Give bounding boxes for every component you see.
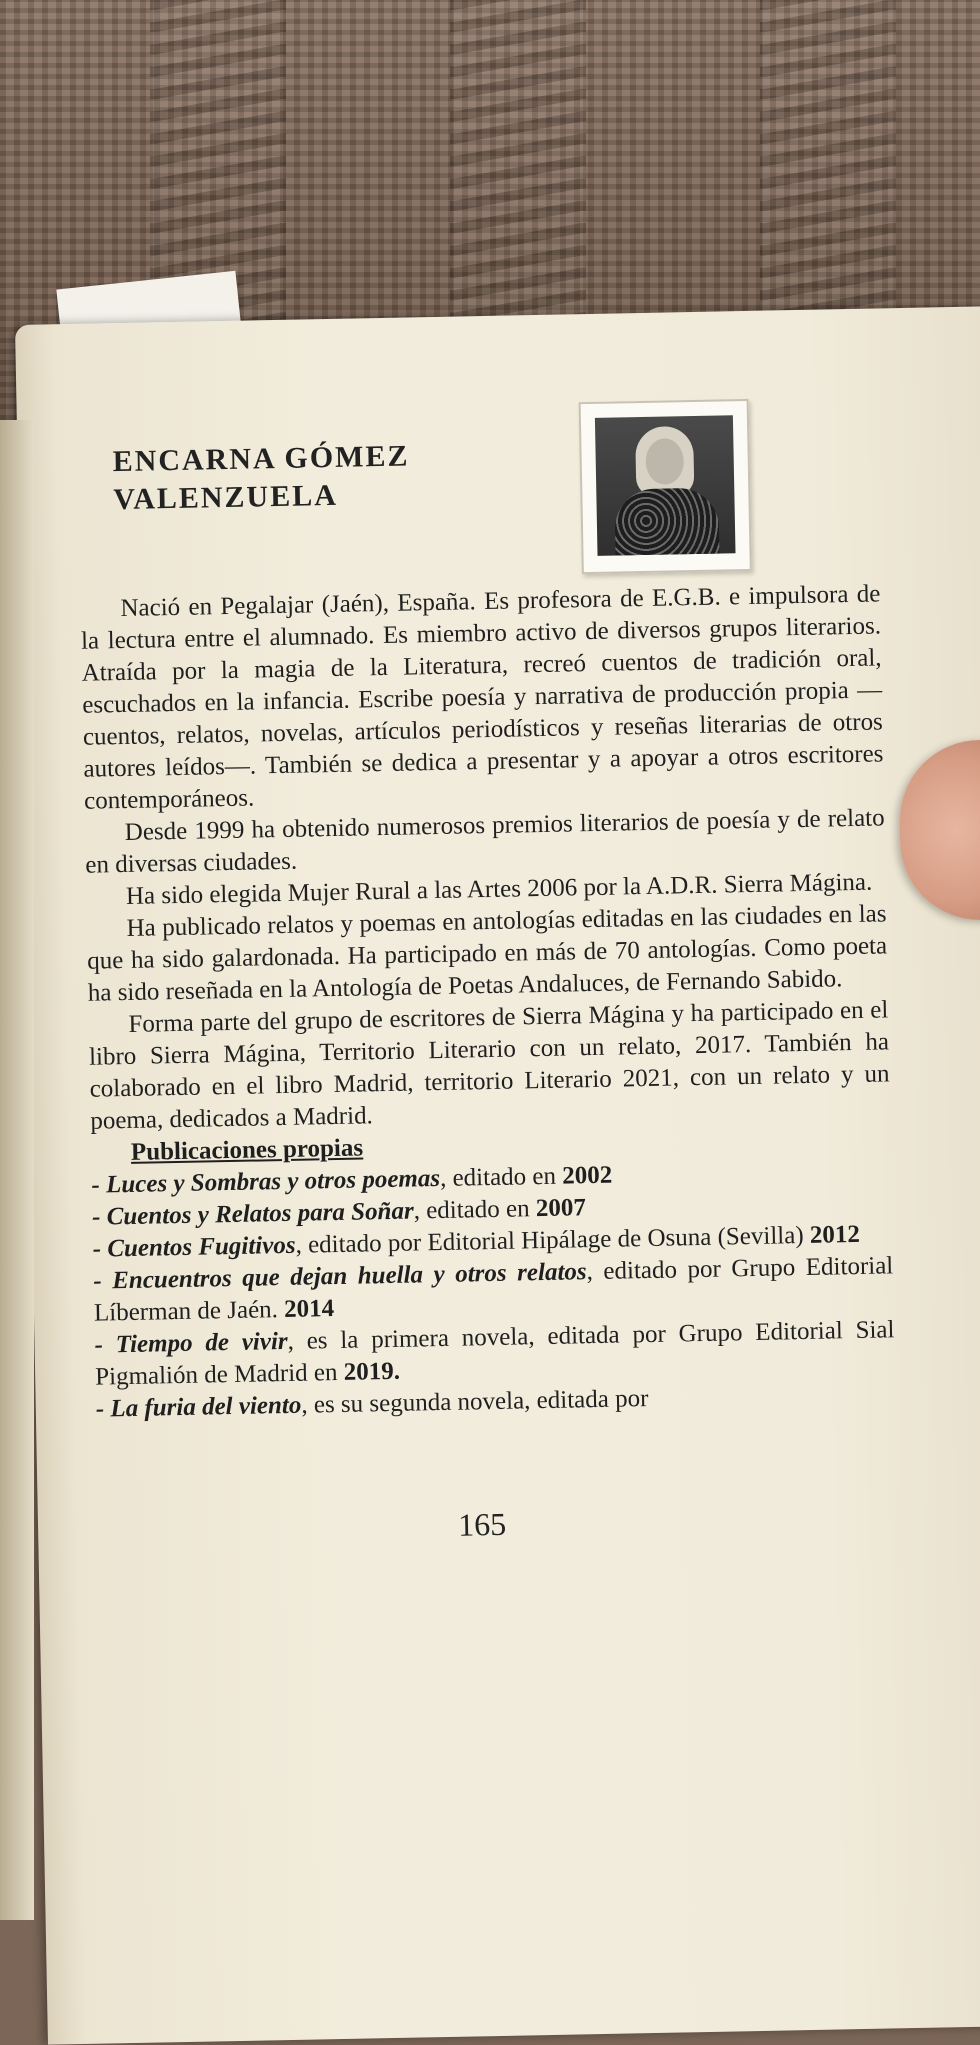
publication-year: 2007 — [535, 1194, 587, 1223]
publication-item: - Encuentros que dejan huella y otros relatos, editado por Grupo Editorial Líberman de Jaén. 2014 — [93, 1252, 894, 1327]
publication-title: Luces y Sombras y otros poemas — [105, 1164, 441, 1199]
publication-item: - Tiempo de vivir, es la primera novela, editada por Grupo Editorial Sial Pigmalión de Madrid en 2019. — [94, 1316, 895, 1391]
publications-title: Publicaciones propias — [130, 1134, 364, 1166]
book-page — [15, 306, 980, 2045]
publication-title: La furia del viento — [110, 1391, 302, 1423]
sweater-cable — [760, 0, 896, 330]
publication-year: 2002 — [561, 1161, 613, 1190]
publication-item: - La furia del viento, es su segunda novela, editada por — [95, 1385, 649, 1423]
author-heading — [112, 435, 553, 519]
publication-title: Cuentos y Relatos para Soñar — [106, 1197, 414, 1231]
publication-year: 2014 — [283, 1295, 335, 1324]
author-photo — [579, 399, 752, 574]
page-body — [80, 578, 896, 1425]
sweater-cable — [450, 0, 586, 330]
publication-year: 2012 — [809, 1220, 861, 1249]
publication-title: Encuentros que dejan huella y otros relatos — [111, 1258, 587, 1295]
left-page-edge — [0, 420, 34, 1920]
bio-paragraph: Nació en Pegalajar (Jaén), España. Es profesora de E.G.B. e impulsora de la lectura entre el alumnado. Es miembro activo de diversos grupos literarios. Atraída por la magia de la Literatura, recreó cuentos de tradición oral, escuchados en la infancia. Escribe poesía y narrativa de producción propia —cuentos, relatos, novelas, artículos periodísticos y reseñas literarias de otros autores leídos—. También se dedica a presentar y a apoyar a otros escritores contemporáneos. — [80, 580, 884, 815]
portrait-image — [595, 415, 736, 556]
bio-paragraph: Desde 1999 ha obtenido numerosos premios literarios de poesía y de relato en diversas ciudades. — [85, 804, 885, 879]
publication-title: Cuentos Fugitivos — [107, 1231, 296, 1263]
author-name-line1: ENCARNA GÓMEZ — [112, 439, 410, 479]
publication-item: - Cuentos y Relatos para Soñar, editado en 2007 — [91, 1194, 587, 1231]
author-name-line2: VALENZUELA — [113, 478, 339, 517]
publication-year: 2019. — [343, 1357, 401, 1386]
bio-paragraph: Ha sido elegida Mujer Rural a las Artes 2006 por la A.D.R. Sierra Mágina. — [125, 868, 873, 910]
bio-paragraph: Ha publicado relatos y poemas en antologías editadas en las ciudades en las que ha sido galardonada. Ha participado en más de 70 antologías. Como poeta ha sido reseñada en la Antología de Poetas Andaluces, de Fernando Sabido. — [86, 900, 888, 1007]
publication-item: - Luces y Sombras y otros poemas, editado en 2002 — [91, 1161, 613, 1199]
portrait-body — [614, 488, 720, 556]
page-number: 165 — [457, 1505, 507, 1543]
publication-item: - Cuentos Fugitivos, editado por Editorial Hipálage de Osuna (Sevilla) 2012 — [92, 1220, 861, 1263]
bio-paragraph: Forma parte del grupo de escritores de Sierra Mágina y ha participado en el libro Sierra Mágina, Territorio Literario con un relato, 2017. También ha colaborado en el libro Madrid, territorio Literario 2021, con un relato y un poema, dedicados a Madrid. — [88, 996, 890, 1135]
publication-title: Tiempo de vivir — [115, 1327, 288, 1359]
